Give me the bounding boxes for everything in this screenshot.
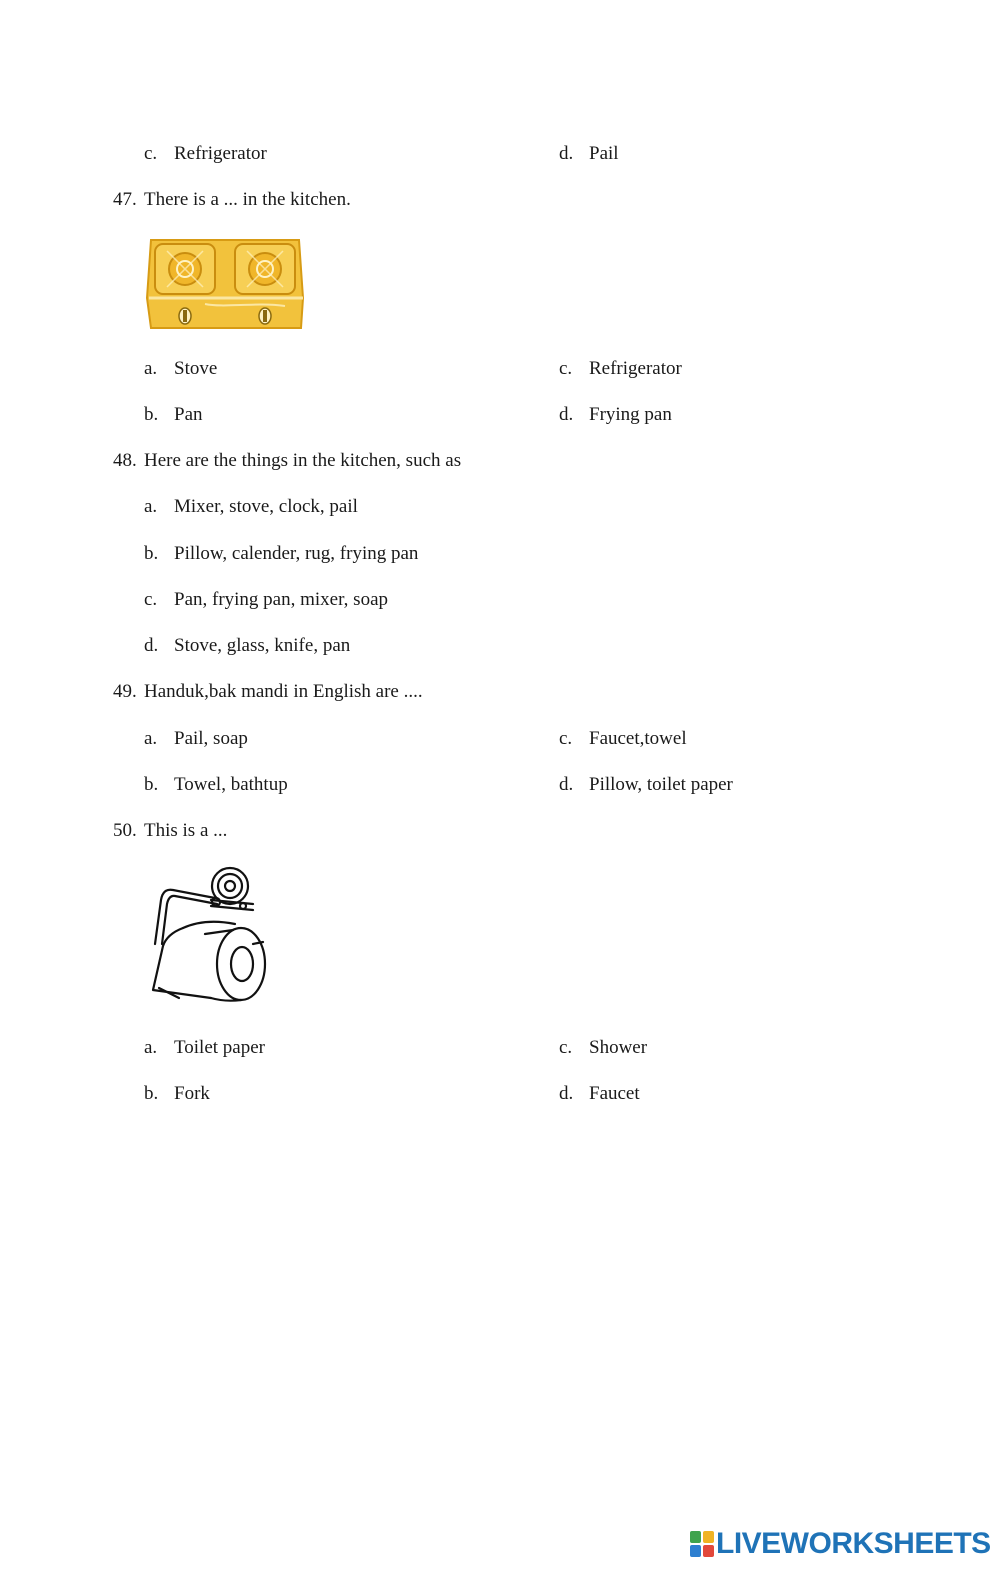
q47-option-d[interactable]: d. Frying pan (559, 404, 672, 425)
question-50: 50. This is a ... (113, 820, 228, 841)
stove-icon (145, 236, 307, 334)
q50-option-a[interactable]: a. Toilet paper (144, 1037, 265, 1058)
q49-option-d[interactable]: d. Pillow, toilet paper (559, 774, 733, 795)
q49-option-a[interactable]: a. Pail, soap (144, 728, 248, 749)
brand-name: LIVEWORKSHEETS (716, 1527, 991, 1560)
q49-option-b[interactable]: b. Towel, bathtup (144, 774, 288, 795)
q47-option-a[interactable]: a. Stove (144, 358, 218, 379)
q50-option-b[interactable]: b. Fork (144, 1083, 210, 1104)
q48-option-b[interactable]: b. Pillow, calender, rug, frying pan (144, 543, 419, 564)
question-48: 48. Here are the things in the kitchen, such as (113, 450, 462, 471)
q47-option-b[interactable]: b. Pan (144, 404, 203, 425)
q48-option-c[interactable]: c. Pan, frying pan, mixer, soap (144, 589, 389, 610)
q46-option-d[interactable]: d. Pail (559, 143, 619, 164)
q48-option-d[interactable]: d. Stove, glass, knife, pan (144, 635, 351, 656)
question-47: 47. There is a ... in the kitchen. (113, 189, 351, 210)
question-49: 49. Handuk,bak mandi in English are .... (113, 681, 423, 702)
liveworksheets-logo[interactable] (690, 1528, 991, 1560)
toilet-paper-icon (145, 864, 273, 1012)
q48-option-a[interactable]: a. Mixer, stove, clock, pail (144, 496, 358, 517)
liveworksheets-logo-icon (690, 1531, 714, 1557)
q47-option-c[interactable]: c. Refrigerator (559, 358, 682, 379)
q50-option-c[interactable]: c. Shower (559, 1037, 648, 1058)
q46-option-c[interactable]: c. Refrigerator (144, 143, 267, 164)
q49-option-c[interactable]: c. Faucet,towel (559, 728, 687, 749)
q50-option-d[interactable]: d. Faucet (559, 1083, 640, 1104)
